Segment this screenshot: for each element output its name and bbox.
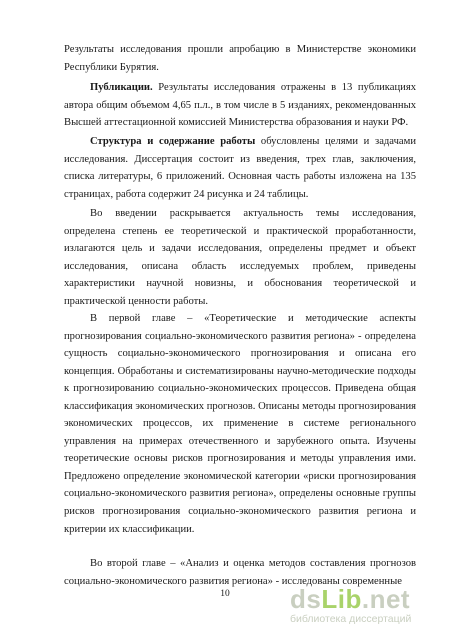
- structure-heading: Структура и содержание работы: [90, 136, 256, 147]
- paragraph-chapter-one: В первой главе – «Теоретические и методические аспекты прогнозирования социально-экономического развития региона» - определена сущность социально-экономического прогнозирования и описана его концепция. Обработаны и систематизированы научно-методические подходы к прогнозированию социально-экономических процессов. Приведена общая классификация экономических прогнозов. Описаны методы прогнозирования экономических процессов, их применение в системе регионального управления на примерах отечественного и зарубежного опыта. Изучены теоретические основы рисков прогнозирования и методы управления ими. Предложено определение экономической категории «риски прогнозирования социально-экономического развития региона», определены основные группы рисков прогнозирования социально-экономического развития региона и критерии их классификации.: [64, 313, 416, 535]
- dslib-logo: dsLib.net: [290, 584, 411, 614]
- dslib-watermark: [290, 585, 440, 629]
- publications-heading: Публикации.: [90, 82, 153, 93]
- structure-text: обусловлены целями и задачами исследования. Диссертация состоит из введения, трех глав, заключения, списка литературы, 6 приложений. Основная часть работы изложена на 135 страницах, работа содержит 24 рисунка и 24 таблицы.: [64, 136, 416, 200]
- paragraph-structure: [64, 133, 416, 203]
- dslib-tagline: библиотека диссертаций: [290, 613, 412, 625]
- page-number: 10: [220, 589, 230, 599]
- paragraph-introduction: Во введении раскрывается актуальность темы исследования, определена степень ее теоретической и практической проработанности, излагаются цель и задачи исследования, определены предмет и объект исследования, описана область исследуемых проблем, приведены характеристики научной новизны, и обоснования теоретической и практической ценности работы.: [64, 208, 416, 307]
- paragraph-publications: [64, 79, 416, 132]
- paragraph-approbation: Результаты исследования прошли апробацию в Министерстве экономики Республики Бурятия.: [64, 44, 416, 73]
- paragraph-chapter-two: Во второй главе – «Анализ и оценка методов составления прогнозов социально-экономического развития региона» - исследованы современные: [64, 558, 416, 587]
- publications-text: Результаты исследования отражены в 13 публикациях автора общим объемом 4,65 п.л., в том числе в 5 изданиях, рекомендованных Высшей аттестационной комиссией Министерства образования и науки РФ.: [64, 82, 416, 129]
